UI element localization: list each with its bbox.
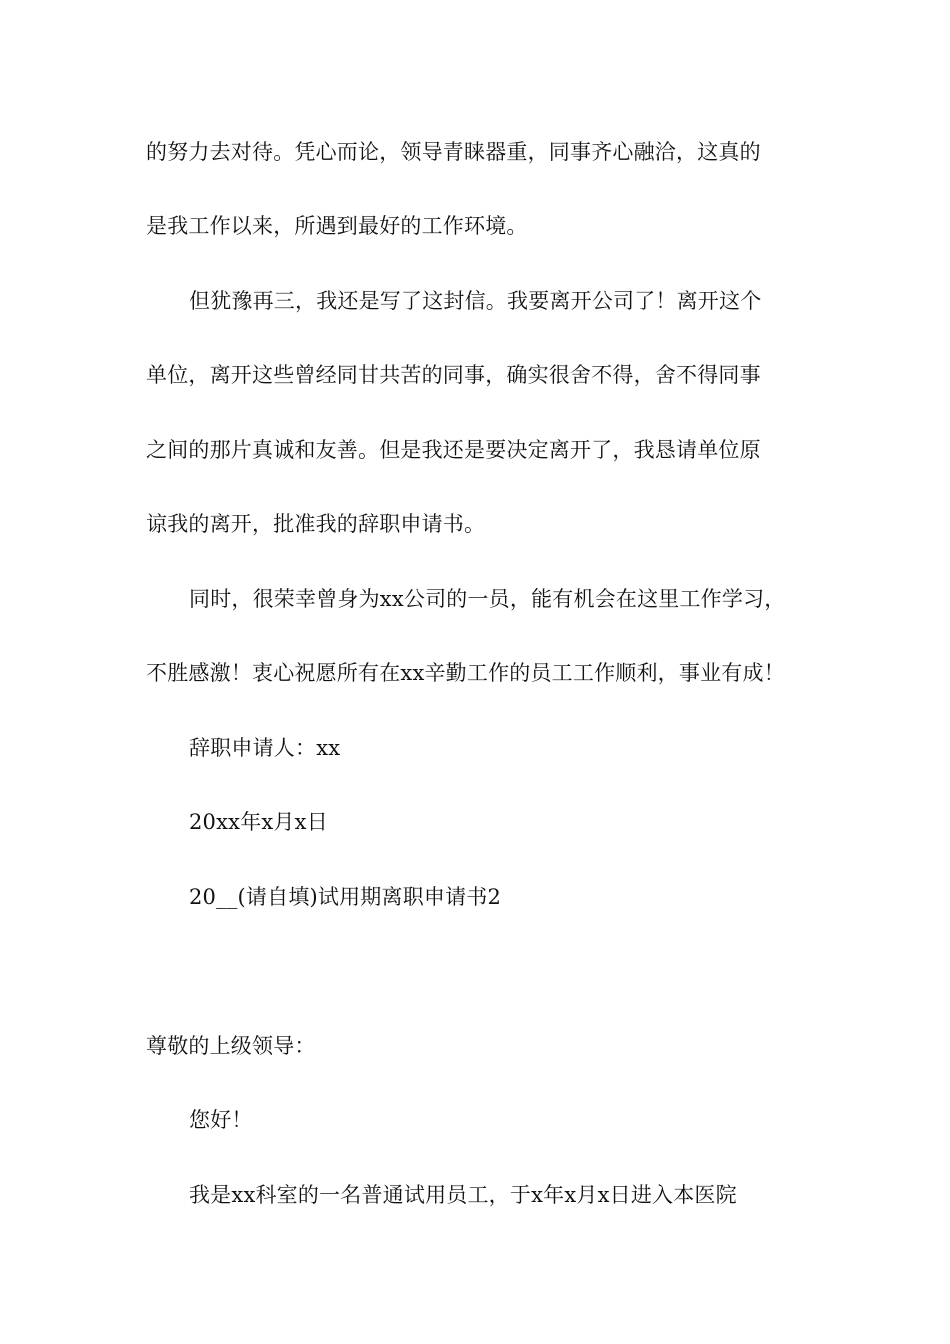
paragraph-line: 谅我的离开，批准我的辞职申请书。 bbox=[146, 512, 486, 536]
paragraph-line: 是我工作以来，所遇到最好的工作环境。 bbox=[146, 214, 528, 238]
paragraph-line: 不胜感激！衷心祝愿所有在xx辛勤工作的员工工作顺利，事业有成！ bbox=[146, 661, 785, 685]
salutation-line: 尊敬的上级领导： bbox=[146, 1034, 316, 1058]
paragraph-line: 单位，离开这些曾经同甘共苦的同事，确实很舍不得，舍不得同事 bbox=[146, 363, 761, 387]
paragraph-line: 我是xx科室的一名普通试用员工，于x年x月x日进入本医院 bbox=[189, 1183, 737, 1207]
date-line: 20xx年x月x日 bbox=[189, 810, 328, 834]
greeting-line: 您好！ bbox=[189, 1108, 253, 1132]
paragraph-line: 同时，很荣幸曾身为xx公司的一员，能有机会在这里工作学习， bbox=[189, 587, 786, 611]
section-title: 20__(请自填)试用期离职申请书2 bbox=[189, 885, 502, 909]
paragraph-line: 的努力去对待。凭心而论，领导青睐器重，同事齐心融洽，这真的 bbox=[146, 140, 761, 164]
signature-line: 辞职申请人：xx bbox=[189, 736, 341, 760]
paragraph-line: 之间的那片真诚和友善。但是我还是要决定离开了，我恳请单位原 bbox=[146, 438, 761, 462]
paragraph-line: 但犹豫再三，我还是写了这封信。我要离开公司了！离开这个 bbox=[189, 289, 762, 313]
